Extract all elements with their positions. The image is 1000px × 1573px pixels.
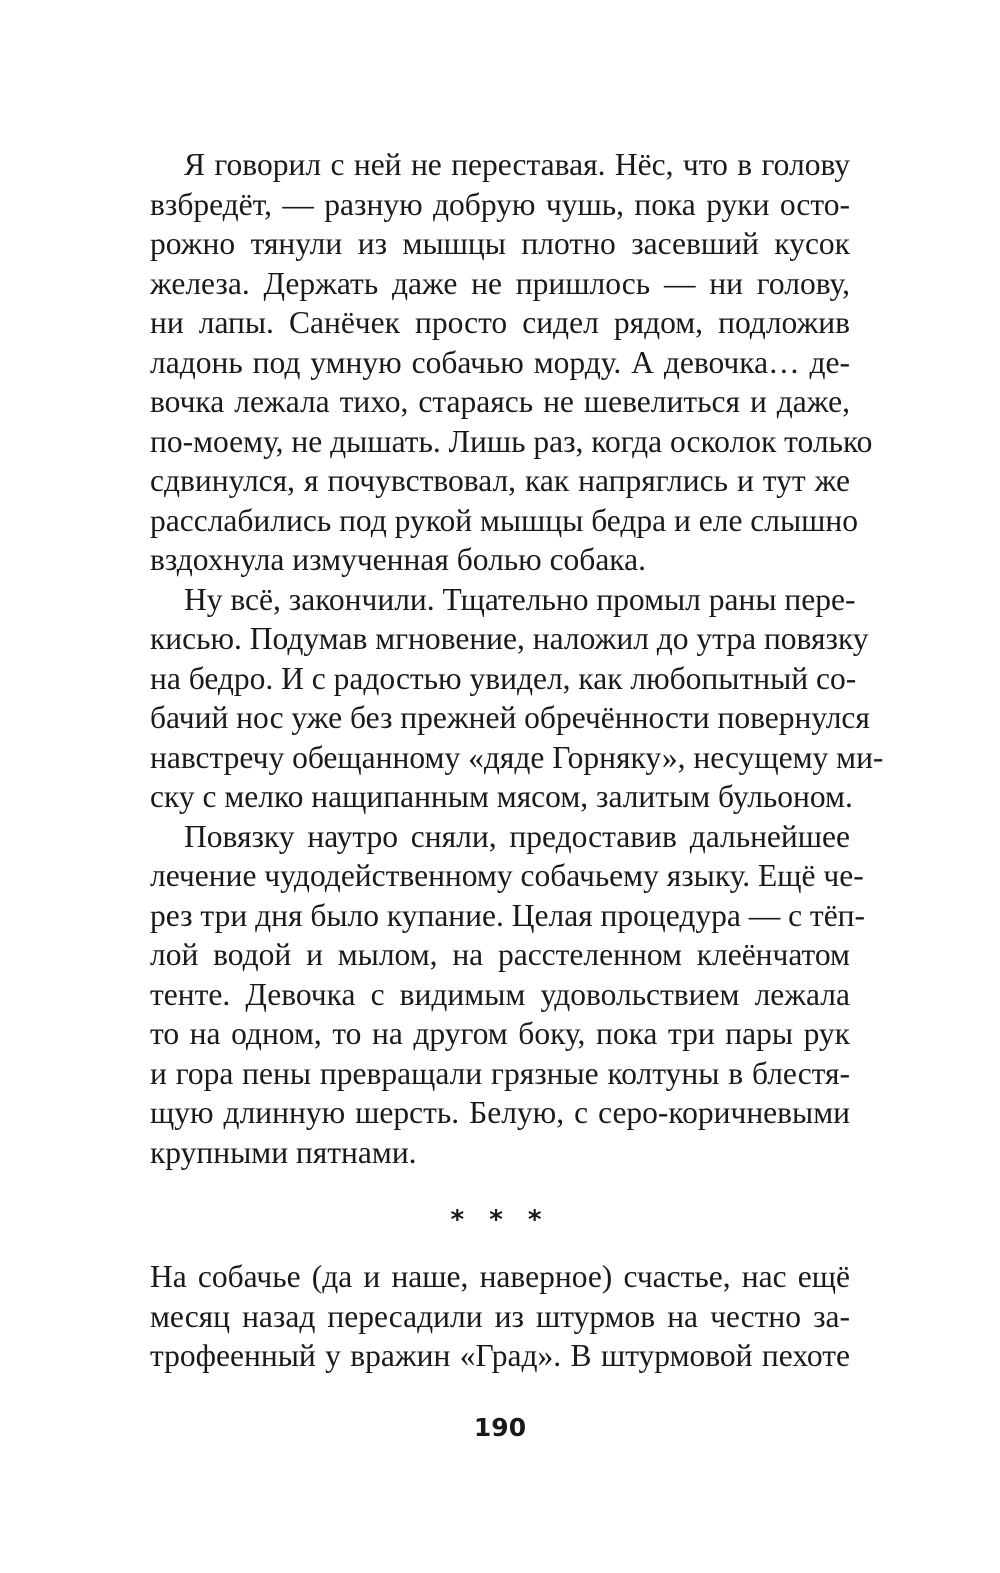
text-line: на бедро. И с радостью увидел, как любопытный со- <box>150 660 857 696</box>
text-line: взбредёт, — разную добрую чушь, пока руки осто- <box>150 186 850 222</box>
main-text-top <box>150 145 884 1172</box>
text-line: Ну всё, закончили. Тщательно промыл раны пере- <box>184 581 856 617</box>
text-line: навстречу обещанному «дяде Горняку», несущему ми- <box>150 739 884 775</box>
text-line: и гора пены превращали грязные колтуны в блестя- <box>150 1055 850 1091</box>
text-line: На собачье (да и наше, наверное) счастье, нас ещё <box>150 1259 850 1294</box>
text-line: расслабились под рукой мышцы бедра и еле слышно <box>150 502 859 538</box>
text-line: Я говорил с ней не переставая. Нёс, что в голову <box>184 147 850 182</box>
section-divider: * * * <box>450 1205 550 1235</box>
text-line: железа. Держать даже не пришлось — ни голову, <box>150 265 850 301</box>
text-line: лечение чудодейственному собачьему языку. Ещё че- <box>150 858 864 893</box>
paragraph-2 <box>150 580 884 817</box>
text-line: трофеенный у вражин «Град». В штурмовой пехоте <box>150 1338 850 1373</box>
text-line: вздохнула измученная болью собака. <box>150 542 646 577</box>
text-line: ладонь под умную собачью морду. А девочка… де- <box>150 344 850 380</box>
text-line: ску с мелко нащипанным мясом, залитым бульоном. <box>150 779 853 814</box>
text-line: крупными пятнами. <box>150 1134 417 1170</box>
text-line: то на одном, то на другом боку, пока три пары рук <box>150 1016 850 1051</box>
text-line: тенте. Девочка с видимым удовольствием лежала <box>150 976 850 1012</box>
text-line: Повязку наутро сняли, предоставив дальнейшее <box>184 818 850 854</box>
text-line: сдвинулся, я почувствовал, как напряглись и тут же <box>150 463 850 498</box>
paragraph-3 <box>150 817 866 1173</box>
text-line: лой водой и мылом, на расстеленном клеёнчатом <box>150 937 850 972</box>
text-line: рожно тянули из мышцы плотно засевший кусок <box>150 226 850 261</box>
paragraph-1 <box>150 145 873 580</box>
text-line: по-моему, не дышать. Лишь раз, когда осколок только <box>150 423 873 459</box>
text-line: рез три дня было купание. Целая процедура — с тёп- <box>150 897 866 933</box>
text-line: щую длинную шерсть. Белую, с серо-коричневыми <box>150 1095 850 1130</box>
text-line: ни лапы. Санёчек просто сидел рядом, подложив <box>150 305 850 340</box>
text-line: бачий нос уже без прежней обречённости повернулся <box>150 700 870 735</box>
text-line: вочка лежала тихо, стараясь не шевелиться и даже, <box>150 384 850 419</box>
text-line: месяц назад пересадили из штурмов на честно за- <box>150 1298 850 1334</box>
paragraph-4 <box>150 1257 850 1376</box>
page-number: 190 <box>473 1413 527 1442</box>
main-text-bottom <box>150 1257 850 1376</box>
text-line: кисью. Подумав мгновение, наложил до утра повязку <box>150 621 869 656</box>
